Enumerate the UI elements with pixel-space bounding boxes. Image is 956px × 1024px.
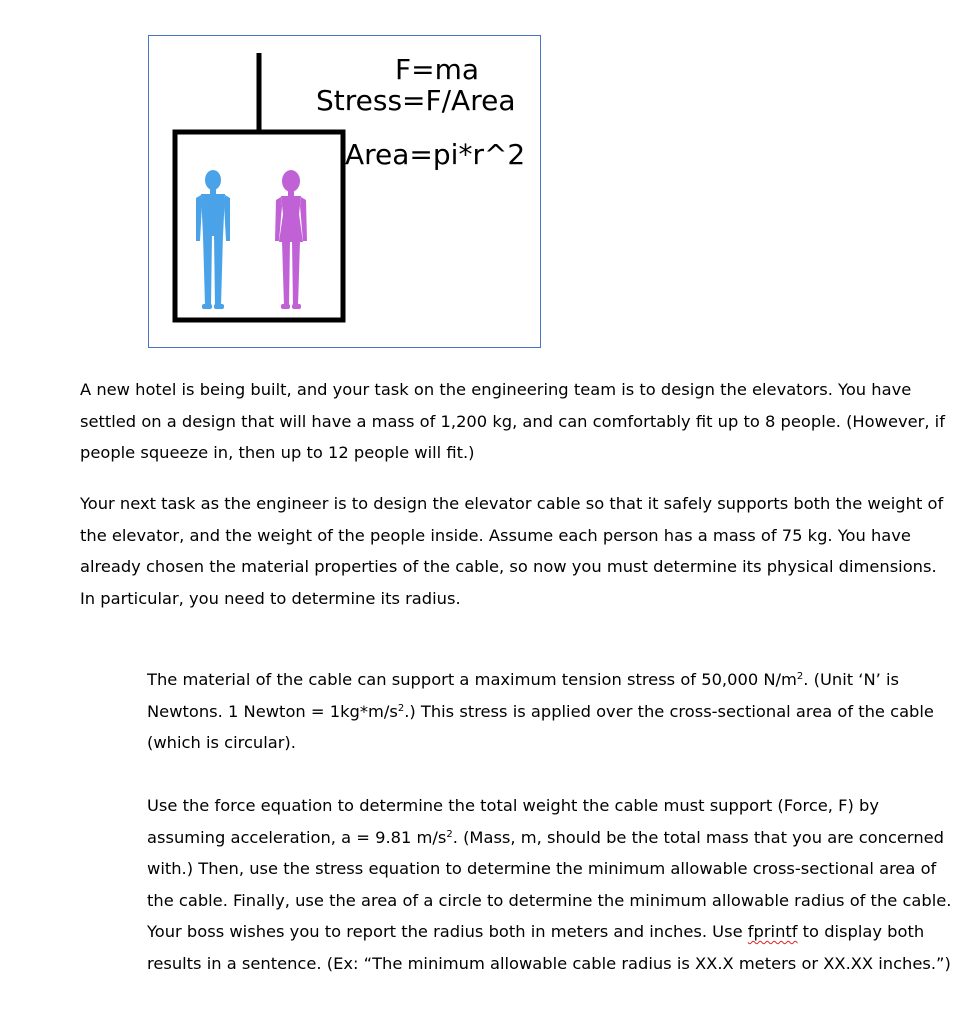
- fprintf-keyword: fprintf: [747, 922, 798, 941]
- formula-force: F=ma: [395, 53, 479, 86]
- man-figure-icon: [196, 170, 230, 309]
- elevator-diagram: [148, 35, 541, 348]
- task-paragraph: Your next task as the engineer is to design the elevator cable so that it safely supports both the weight of the elevator, and the weight of the people inside. Assume each person has a mass of 75 kg. You have already chosen the material properties of the cable, so now you must determine its physical dimensions. In particular, you need to determine its radius.: [80, 494, 944, 608]
- intro-paragraph: A new hotel is being built, and your task on the engineering team is to design the elevators. You have settled on a design that will have a mass of 1,200 kg, and can comfortably fit up to 8 people. (However, if people squeeze in, then up to 12 people will fit.): [80, 380, 945, 462]
- formula-area: Area=pi*r^2: [345, 138, 526, 171]
- formula-stress: Stress=F/Area: [316, 84, 516, 117]
- elevator-illustration: [149, 36, 542, 349]
- material-paragraph: The material of the cable can support a maximum tension stress of 50,000 $N/m^2$. (Unit ‘N’ is Newtons. 1 Newton = $1kg*m/s^2$.) This stress is applied over the cross-sectional area of the cable (which is circular).: [147, 670, 934, 752]
- instructions-paragraph: Use the force equation to determine the total weight the cable must support (Force, F) by assuming acceleration, a = 9.81 $m/s^2$. (Mass, m, should be the total mass that you are concerned with.) Then, use the stress equation to determine the minimum allowable cross-sectional area of the cable. Finally, use the area of a circle to determine the minimum allowable radius of the cable. Your boss wishes you to report the radius both in meters and inches. Use fprintf to display both results in a sentence. (Ex: “The minimum allowable cable radius is XX.X meters or XX.XX inches.”): [147, 796, 952, 973]
- woman-figure-icon: [275, 170, 307, 309]
